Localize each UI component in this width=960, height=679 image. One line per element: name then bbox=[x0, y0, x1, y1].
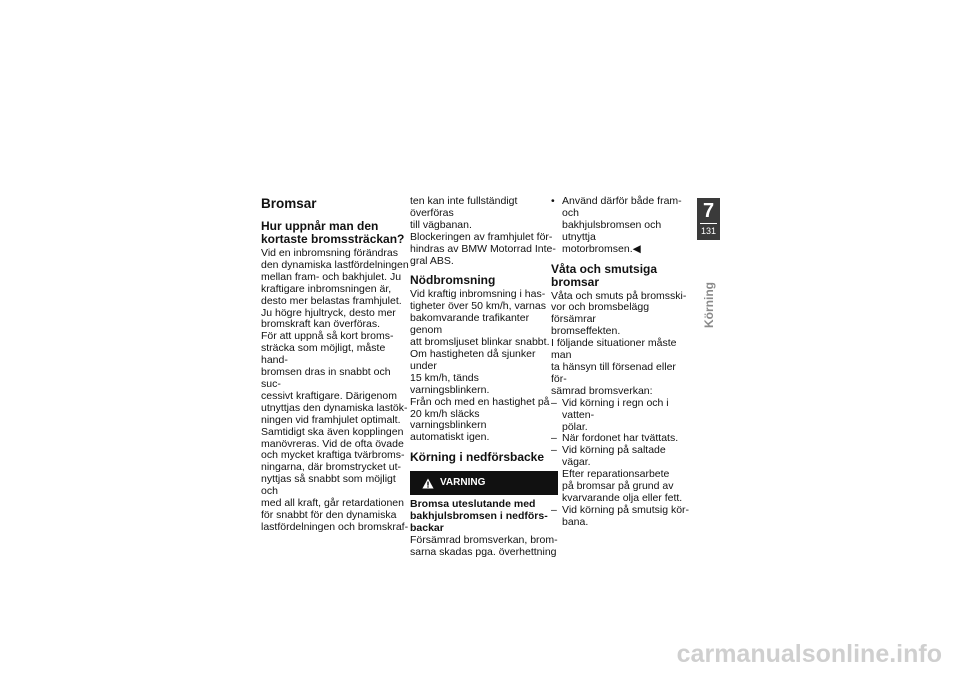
text-line: I följande situationer måste man bbox=[551, 337, 677, 362]
text-line: vor och bromsbelägg försämrar bbox=[551, 301, 650, 326]
text-line: kraftigare inbromsningen är, bbox=[261, 282, 392, 295]
watermark: carmanualsonline.info bbox=[676, 640, 942, 668]
text-line: Ju högre hjultryck, desto mer bbox=[261, 306, 396, 319]
heading-emergency-braking: Nödbromsning bbox=[410, 273, 496, 288]
text-line: tigheter över 50 km/h, varnas bbox=[410, 300, 546, 313]
text-line: desto mer belastas framhjulet. bbox=[261, 294, 402, 307]
dash-marker: – bbox=[551, 503, 557, 516]
dash-marker: – bbox=[551, 432, 557, 445]
text-line: att bromsljuset blinkar snabbt. bbox=[410, 336, 550, 349]
text-line: bakomvarande trafikanter genom bbox=[410, 312, 530, 337]
text-line: Från och med en hastighet på bbox=[410, 395, 550, 408]
warning-title bbox=[410, 499, 558, 535]
text-line: Efter reparationsarbete bbox=[562, 468, 670, 481]
paragraph-wet bbox=[551, 291, 691, 398]
text-line: sarna skadas pga. överhettning bbox=[410, 545, 557, 558]
text-line: Vid körning i regn och i vatten- bbox=[562, 396, 669, 421]
text-line: nyttjas så snabbt som möjligt och bbox=[261, 473, 396, 498]
text-line: ningen vid framhjulet optimalt. bbox=[261, 413, 401, 426]
column-middle bbox=[410, 196, 558, 559]
paragraph-continued bbox=[410, 196, 558, 267]
side-label-text: Körning bbox=[702, 282, 716, 328]
text-line: Vid kraftig inbromsning i has- bbox=[410, 288, 546, 301]
dash-marker: – bbox=[551, 396, 557, 409]
text-line: När fordonet har tvättats. bbox=[562, 432, 679, 445]
text-line: bana. bbox=[562, 515, 589, 528]
list-item bbox=[551, 505, 691, 529]
text-line: utnyttjas den dynamiska lastök- bbox=[261, 401, 408, 414]
text-line: Använd därför både fram- och bbox=[562, 195, 682, 219]
dash-marker: – bbox=[551, 444, 557, 457]
text-line: Om hastigheten då sjunker under bbox=[410, 347, 536, 372]
text-line: motorbromsen.◀ bbox=[562, 242, 641, 255]
text-line: ningarna, där bromstrycket ut- bbox=[261, 461, 402, 474]
situation-list bbox=[551, 398, 691, 529]
text-line: bromsen dras in snabbt och suc- bbox=[261, 366, 391, 390]
list-item bbox=[551, 196, 691, 256]
text-line: hindras av BMW Motorrad Inte- bbox=[410, 242, 556, 255]
text-line: med all kraft, går retardationen bbox=[261, 497, 404, 510]
text-line: mellan fram- och bakhjulet. Ju bbox=[261, 270, 402, 283]
side-chapter-label bbox=[702, 280, 716, 330]
dash-marker: – bbox=[551, 468, 557, 481]
section-title: Bromsar bbox=[261, 196, 317, 211]
text-line: backar bbox=[410, 522, 444, 535]
text-line: pölar. bbox=[562, 420, 588, 433]
text-line: på bromsar på grund av bbox=[562, 480, 674, 493]
text-line: och mycket kraftiga tvärbroms- bbox=[261, 449, 405, 462]
heading-wet-brakes: Våta och smutsiga bromsar bbox=[551, 261, 658, 289]
warning-label: VARNING bbox=[440, 477, 486, 489]
page-number: 131 bbox=[700, 226, 717, 236]
text-line: gral ABS. bbox=[410, 254, 454, 267]
text-line: cessivt kraftigare. Därigenom bbox=[261, 389, 397, 402]
warning-triangle-icon bbox=[422, 478, 434, 489]
text-line: bakhjulsbromsen och utnyttja bbox=[562, 218, 662, 243]
text-line: manövreras. Vid de ofta övade bbox=[261, 437, 404, 450]
column-left bbox=[261, 196, 409, 534]
text-line: Vid körning på saltade vägar. bbox=[562, 444, 666, 469]
paragraph-emergency bbox=[410, 289, 558, 444]
chapter-tab bbox=[697, 198, 720, 240]
text-line: bromseffekten. bbox=[551, 325, 621, 338]
text-line: bromskraft kan överföras. bbox=[261, 318, 381, 331]
list-item bbox=[551, 398, 691, 434]
text-line: ten kan inte fullständigt överföras bbox=[410, 195, 518, 219]
text-line: ta hänsyn till försenad eller för- bbox=[551, 360, 676, 385]
text-line: sämrad bromsverkan: bbox=[551, 384, 653, 397]
text-line: automatiskt igen. bbox=[410, 431, 490, 444]
text-line: Samtidigt ska även kopplingen bbox=[261, 425, 404, 438]
bullet-list bbox=[551, 196, 691, 256]
bullet-marker: • bbox=[551, 195, 555, 207]
text-line: bakhjulsbromsen i nedförs- bbox=[410, 510, 548, 523]
text-line: Blockeringen av framhjulet för- bbox=[410, 230, 553, 243]
tab-divider bbox=[700, 223, 717, 224]
text-line: 15 km/h, tänds varningsblinkern. bbox=[410, 371, 490, 396]
paragraph-braking bbox=[261, 248, 409, 534]
text-line: Vid körning på smutsig kör- bbox=[562, 503, 690, 516]
text-line: till vägbanan. bbox=[410, 218, 472, 231]
text-line: Försämrad bromsverkan, brom- bbox=[410, 533, 558, 546]
text-line: För att uppnå så kort broms- bbox=[261, 330, 394, 343]
warning-banner bbox=[410, 468, 558, 495]
list-item bbox=[551, 469, 691, 505]
heading-shortest-braking: Hur uppnår man den kortaste bromssträckan? bbox=[261, 219, 405, 246]
column-right bbox=[551, 196, 691, 529]
warning-body bbox=[410, 535, 558, 559]
text-line: Vid en inbromsning förändras bbox=[261, 247, 398, 259]
text-line: den dynamiska lastfördelningen bbox=[261, 258, 409, 271]
text-line: Bromsa uteslutande med bbox=[410, 498, 536, 511]
text-line: 20 km/h släcks varningsblinkern bbox=[410, 407, 487, 432]
text-line: kvarvarande olja eller fett. bbox=[562, 491, 683, 504]
list-item bbox=[551, 445, 691, 469]
chapter-number: 7 bbox=[702, 200, 715, 222]
text-line: sträcka som möjligt, måste hand- bbox=[261, 342, 386, 367]
text-line: Våta och smuts på bromsski- bbox=[551, 289, 687, 302]
text-line: lastfördelningen och bromskraf- bbox=[261, 520, 409, 533]
text-line: för snabbt för den dynamiska bbox=[261, 508, 397, 521]
heading-downhill: Körning i nedförsbacke bbox=[410, 450, 545, 465]
